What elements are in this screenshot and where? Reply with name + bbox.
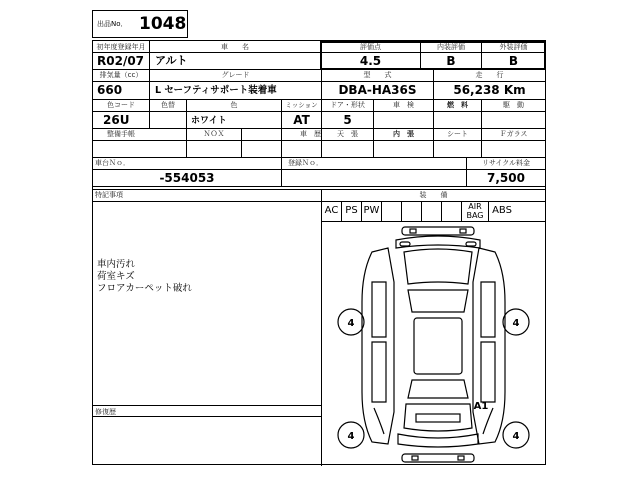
equipment-item-label: AIR BAG	[466, 202, 484, 220]
equipment-cell	[321, 201, 341, 221]
equipment-cell	[401, 201, 421, 221]
inspection-label: 車 検	[393, 101, 414, 109]
lot-number-label: 出品No．	[97, 20, 128, 28]
exterior-label: 外装評価	[499, 43, 528, 51]
model-name-label: 車 名	[221, 43, 249, 51]
inspection-sheet	[92, 40, 546, 465]
remarks-label: 特記事項	[95, 191, 123, 199]
mission-value: AT	[293, 113, 310, 127]
lot-number: 1048	[139, 14, 187, 34]
first-reg-value: R02/07	[97, 54, 145, 68]
score-value: 4.5	[359, 54, 382, 68]
first-reg-label: 初年度登録年月	[96, 43, 146, 51]
grade-label: グレード	[221, 71, 250, 79]
remark-line: 車内汚れ	[97, 259, 136, 270]
car-damage-diagram	[322, 222, 545, 465]
equipment-cell	[421, 201, 441, 221]
sunroof-label: 天 張	[337, 130, 358, 138]
color-label: 色	[230, 101, 238, 109]
history-label: 車 歴	[300, 130, 321, 138]
exterior-value: B	[508, 54, 519, 68]
equipment-cell	[361, 201, 381, 221]
equipment-label: 装 備	[419, 191, 448, 199]
equipment-cell	[488, 201, 515, 221]
equipment-cell	[341, 201, 361, 221]
remark-line: 荷室キズ	[97, 271, 135, 282]
equipment-row	[321, 201, 545, 221]
color-swap-label: 色替	[161, 101, 175, 109]
remarks-list	[97, 259, 192, 295]
remark-line: フロアカーペット破れ	[97, 283, 192, 294]
interior-trim-label: 内 張	[393, 130, 414, 138]
equipment-item-label: ABS	[492, 205, 512, 216]
chassis-label: 車台Ｎｏ．	[95, 159, 130, 167]
lot-number-box	[92, 10, 188, 38]
mileage-label: 走 行	[475, 71, 504, 79]
seat-label: シート	[447, 130, 468, 138]
damage-code-label: A1	[473, 401, 489, 412]
reg-no-label: 登録Ｎｏ．	[288, 159, 323, 167]
interior-label: 内装評価	[437, 43, 465, 51]
color-code-label: 色コード	[107, 101, 135, 109]
equipment-cell	[381, 201, 401, 221]
doors-value: 5	[343, 113, 352, 127]
equipment-item-label: PS	[345, 205, 358, 216]
glass-label: Ｆガラス	[499, 130, 528, 138]
recycle-value: 7,500	[487, 171, 525, 185]
displacement-label: 排気量（cc）	[99, 71, 143, 79]
model-code-value: DBA-HA36S	[338, 83, 417, 97]
tire-mark-front-right: 4	[512, 318, 520, 329]
mileage-value: 56,238 Km	[453, 83, 526, 97]
equipment-item-label: AC	[324, 205, 339, 216]
drive-label: 駆 動	[503, 101, 524, 109]
color-value: ホワイト	[191, 116, 227, 126]
score-label: 評価点	[360, 43, 381, 51]
tire-mark-front-left: 4	[347, 318, 355, 329]
equipment-cell	[441, 201, 461, 221]
tire-mark-rear-left: 4	[347, 431, 355, 442]
fuel-label: 燃 料	[447, 101, 468, 109]
color-code-value: 26U	[103, 113, 130, 127]
door-shape-label: ドア・形状	[330, 101, 365, 109]
tire-mark-rear-right: 4	[512, 431, 520, 442]
nox-label: ＮＯＸ	[203, 130, 225, 138]
model-name-value: アルト	[155, 54, 188, 67]
manual-label: 整備手帳	[107, 130, 135, 138]
interior-value: B	[446, 54, 456, 68]
equipment-cell	[461, 201, 488, 221]
grade-value: L セーフティサポート装着車	[155, 85, 277, 96]
model-code-label: 型 式	[363, 71, 392, 79]
recycle-label: リサイクル料金	[481, 159, 531, 167]
repair-label: 修復歴	[95, 408, 116, 416]
chassis-value: -554053	[159, 171, 215, 185]
equipment-item-label: PW	[363, 205, 380, 216]
displacement-value: 660	[97, 83, 123, 97]
mission-label: ミッション	[285, 101, 318, 109]
